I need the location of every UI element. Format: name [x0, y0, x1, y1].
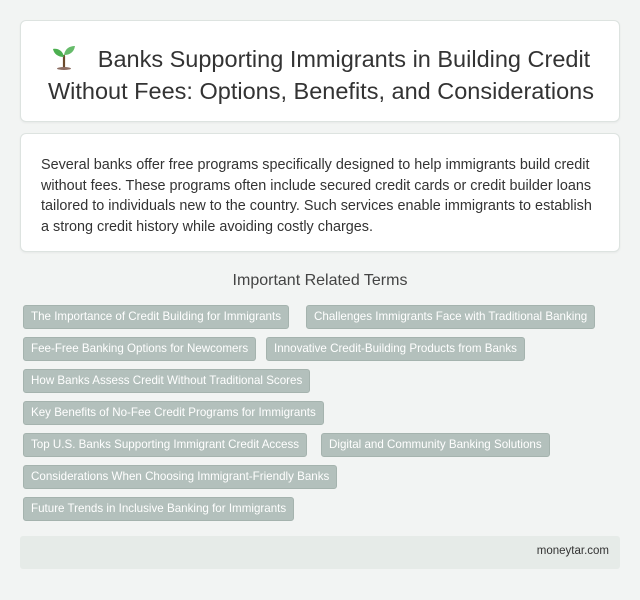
- footer: [20, 536, 620, 569]
- term-tag[interactable]: The Importance of Credit Building for Immigrants: [23, 305, 289, 329]
- footer-site-link[interactable]: moneytar.com: [536, 545, 609, 557]
- term-tag[interactable]: Key Benefits of No-Fee Credit Programs for Immigrants: [23, 401, 324, 425]
- title-card: [20, 20, 620, 122]
- term-tag[interactable]: Digital and Community Banking Solutions: [321, 433, 550, 457]
- term-tag[interactable]: Top U.S. Banks Supporting Immigrant Credit Access: [23, 433, 307, 457]
- term-tag[interactable]: How Banks Assess Credit Without Traditional Scores: [23, 369, 310, 393]
- term-tag[interactable]: Considerations When Choosing Immigrant-Friendly Banks: [23, 465, 337, 489]
- term-tag[interactable]: Innovative Credit-Building Products from Banks: [266, 337, 525, 361]
- summary-text: Several banks offer free programs specifically designed to help immigrants build credit without fees. These programs often include secured credit cards or credit builder loans tailored to individuals new to the country. Such services enable immigrants to establish a strong credit history while avoiding costly charges.: [41, 157, 592, 235]
- sprout-icon: [52, 44, 76, 70]
- terms-heading: Important Related Terms: [232, 272, 408, 289]
- term-tag[interactable]: Future Trends in Inclusive Banking for Immigrants: [23, 497, 294, 521]
- page-title: [21, 43, 621, 107]
- page-title-text: Banks Supporting Immigrants in Building Credit Without Fees: Options, Benefits, and Considerations: [47, 46, 594, 104]
- summary-card: [20, 133, 620, 252]
- term-tag[interactable]: Fee-Free Banking Options for Newcomers: [23, 337, 256, 361]
- term-tag[interactable]: Challenges Immigrants Face with Traditional Banking: [306, 305, 595, 329]
